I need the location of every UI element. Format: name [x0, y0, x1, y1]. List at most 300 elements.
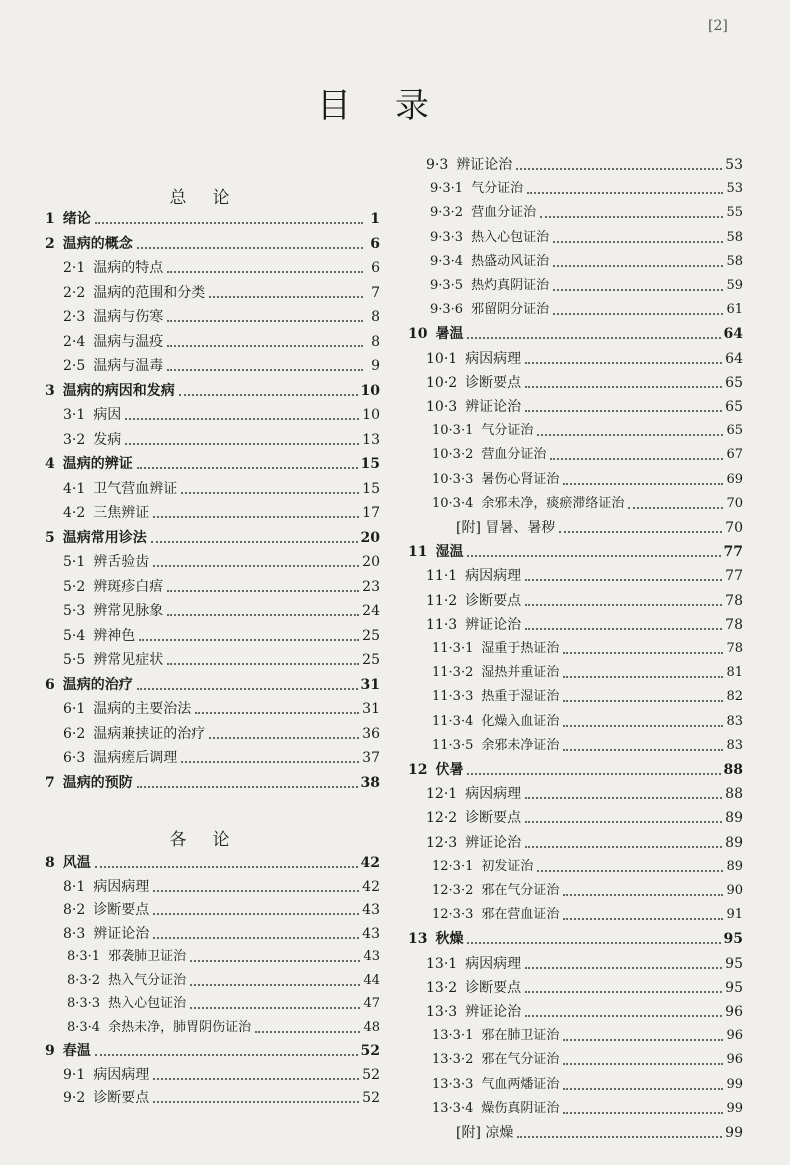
toc-entry-title: 温病的概念 — [62, 235, 133, 252]
toc-entry-number: 6·2 — [63, 725, 86, 742]
toc-entry-title: 病因 — [93, 407, 122, 423]
toc-entry-number: 12·3·3 — [432, 907, 474, 923]
dot-leader — [209, 296, 363, 298]
toc-entry-number: 5·3 — [63, 603, 86, 619]
toc-entry-number: 11·3 — [426, 616, 458, 633]
toc-entry-number: 10·3·4 — [432, 495, 474, 511]
dot-leader — [553, 265, 723, 267]
dot-leader — [151, 541, 358, 543]
dot-leader — [525, 628, 722, 630]
toc-entry-number: 8 — [45, 855, 55, 871]
toc-entry-title: 燥伤真阴证治 — [481, 1100, 560, 1116]
toc-entry-page: 99 — [726, 1100, 743, 1116]
toc-entry-number: 13·3·1 — [432, 1028, 474, 1044]
toc-entry — [408, 1047, 743, 1069]
toc-entry — [45, 476, 380, 498]
dot-leader — [139, 639, 359, 641]
toc-entry-title: 暑伤心肾证治 — [481, 471, 560, 487]
toc-entry-page: 43 — [362, 902, 380, 918]
toc-entry — [408, 830, 743, 852]
toc-entry — [408, 951, 743, 973]
dot-leader — [137, 688, 358, 690]
toc-entry-page: 55 — [726, 205, 743, 221]
dot-leader — [167, 614, 359, 616]
dot-leader — [525, 991, 722, 993]
toc-entry-title: 余邪未净，痰瘀滞络证治 — [481, 495, 625, 511]
toc-entry — [45, 968, 380, 990]
toc-entry-title: 温病瘥后调理 — [93, 750, 178, 766]
dot-leader — [153, 890, 359, 892]
toc-entry-title: 温病的预防 — [62, 774, 133, 791]
dot-leader — [525, 821, 722, 823]
toc-entry-page: 43 — [362, 925, 380, 942]
toc-entry-number: 12·2 — [426, 810, 458, 827]
toc-entry-title: 诊断要点 — [465, 979, 522, 996]
toc-entry-number: 13·1 — [426, 955, 458, 972]
toc-entry-number: 9·1 — [63, 1066, 86, 1083]
dot-leader — [467, 337, 720, 339]
toc-entry-page: 95 — [725, 955, 743, 972]
toc-entry-number: 10·3 — [426, 399, 458, 415]
dot-leader — [628, 507, 723, 509]
toc-entry-page: 89 — [725, 834, 743, 851]
toc-chapter — [45, 378, 380, 400]
toc-entry-title: 辨常见脉象 — [93, 603, 164, 619]
toc-entry-title: 温病与伤寒 — [93, 309, 164, 325]
toc-entry-title: 热入心包证治 — [471, 229, 550, 245]
toc-entry-title: 绪论 — [62, 211, 91, 227]
dot-leader — [125, 418, 359, 420]
toc-entry-number: 9·3·6 — [430, 302, 464, 318]
toc-entry-title: 辨斑疹白痦 — [93, 578, 164, 595]
toc-entry — [45, 1062, 380, 1084]
toc-entry — [408, 805, 743, 827]
toc-entry — [408, 152, 743, 174]
dot-leader — [195, 712, 359, 714]
toc-entry — [408, 273, 743, 295]
toc-entry-page: 43 — [363, 949, 380, 964]
dot-leader — [137, 247, 363, 249]
dot-leader — [540, 216, 723, 218]
toc-entry — [408, 491, 743, 513]
toc-entry-title: 湿重于热证治 — [481, 641, 560, 656]
toc-entry — [45, 353, 380, 375]
toc-entry-page: 78 — [725, 616, 743, 633]
toc-entry-number: 1 — [45, 211, 55, 227]
toc-entry-number: 3·2 — [63, 431, 86, 448]
page-title: 目录 — [317, 86, 473, 126]
toc-entry — [408, 999, 743, 1021]
dot-leader — [553, 313, 723, 315]
toc-entry-page: 59 — [726, 278, 743, 293]
toc-entry-page: 37 — [362, 750, 380, 766]
toc-entry-title: 温病的特点 — [93, 260, 164, 276]
toc-entry-title: 辨常见症状 — [93, 652, 164, 668]
dot-leader — [167, 369, 363, 371]
toc-entry-page: 53 — [726, 181, 743, 197]
toc-entry-page: 6 — [370, 235, 380, 252]
toc-entry — [408, 660, 743, 682]
dot-leader — [153, 913, 359, 915]
dot-leader — [190, 984, 360, 986]
toc-entry — [45, 991, 380, 1013]
toc-entry-number: 2·3 — [63, 309, 86, 325]
toc-chapter — [45, 1038, 380, 1060]
toc-entry-title: 温病的范围和分类 — [93, 284, 206, 301]
toc-entry-title: 气分证治 — [481, 423, 534, 439]
toc-entry-title: 化燥入血证治 — [481, 713, 560, 729]
toc-entry-page: 1 — [370, 211, 380, 227]
toc-entry — [408, 346, 743, 368]
toc-entry-number: 5·4 — [63, 627, 86, 644]
dot-leader — [190, 1007, 360, 1009]
toc-entry-number: 11·3·1 — [432, 641, 474, 656]
dot-leader — [95, 866, 358, 868]
toc-entry-page: 88 — [723, 762, 743, 778]
toc-entry-page: 23 — [362, 578, 380, 595]
toc-entry-page: 69 — [726, 471, 743, 487]
toc-entry-title: 秋燥 — [435, 931, 464, 948]
toc-entry-title: 病因病理 — [465, 786, 522, 803]
toc-entry-title: 卫气营血辨证 — [93, 480, 178, 497]
toc-entry-page: 44 — [363, 972, 380, 988]
dot-leader — [563, 700, 723, 702]
toc-entry — [45, 745, 380, 767]
dot-leader — [517, 1136, 722, 1138]
toc-entry-number: 5·1 — [63, 554, 86, 570]
toc-entry-number: 9 — [45, 1043, 55, 1059]
toc-entry — [408, 902, 743, 924]
toc-entry-title: 病因病理 — [93, 1066, 150, 1083]
toc-entry-number: 8·3 — [63, 925, 86, 942]
toc-entry-number: 2·4 — [63, 333, 86, 350]
dot-leader — [525, 967, 722, 969]
toc-appendix — [408, 1120, 743, 1142]
toc-entry-number: 10·1 — [426, 350, 458, 367]
dot-leader — [563, 1112, 723, 1114]
toc-entry-page: 95 — [723, 931, 743, 948]
toc-entry-number: 12 — [408, 762, 428, 778]
toc-entry-page: 65 — [725, 399, 743, 415]
dot-leader — [153, 1101, 359, 1103]
toc-entry — [45, 647, 380, 669]
toc-entry-title: 辨证论治 — [465, 1004, 522, 1020]
dot-leader — [181, 492, 359, 494]
toc-entry-page: 89 — [725, 810, 743, 827]
dot-leader — [550, 458, 723, 460]
toc-entry-title: 辨证论治 — [465, 616, 522, 633]
toc-entry — [408, 684, 743, 706]
toc-entry-title: 邪在营血证治 — [481, 907, 560, 923]
dot-leader — [255, 1031, 360, 1033]
toc-entry — [408, 1072, 743, 1094]
toc-entry — [45, 402, 380, 424]
toc-entry-number: 10·3·2 — [432, 447, 474, 463]
toc-entry-page: 25 — [362, 652, 380, 668]
dot-leader — [190, 960, 360, 962]
dot-leader — [563, 1088, 723, 1090]
toc-entry-page: 96 — [726, 1052, 743, 1068]
toc-entry-page: 90 — [726, 883, 743, 898]
toc-entry-number: 5·5 — [63, 652, 86, 668]
dot-leader — [563, 749, 723, 751]
toc-entry-number: 13·3·4 — [432, 1100, 474, 1116]
toc-chapter — [408, 757, 743, 779]
toc-chapter — [408, 539, 743, 561]
toc-entry-page: 8 — [371, 333, 380, 350]
toc-entry-title: 病因病理 — [465, 568, 522, 585]
dot-leader — [553, 241, 723, 243]
toc-entry — [408, 370, 743, 392]
toc-entry-page: 15 — [362, 480, 380, 497]
toc-chapter — [45, 231, 380, 253]
toc-entry-title: 温病兼挟证的治疗 — [93, 725, 206, 742]
toc-entry-number: 4·2 — [63, 505, 86, 521]
toc-entry-page: 52 — [360, 1043, 380, 1059]
toc-entry-title: 诊断要点 — [465, 810, 522, 827]
toc-entry-page: 65 — [725, 374, 743, 391]
dot-leader — [563, 918, 723, 920]
dot-leader — [467, 942, 720, 944]
toc-chapter — [45, 525, 380, 547]
toc-entry — [45, 574, 380, 596]
toc-entry-title: 热重于湿证治 — [481, 689, 560, 705]
dot-leader — [563, 894, 723, 896]
toc-entry-number: 11 — [408, 544, 428, 561]
toc-entry-number: 11·3·3 — [432, 689, 474, 705]
toc-chapter — [45, 206, 380, 228]
toc-entry — [45, 1015, 380, 1037]
toc-entry-page: 65 — [726, 423, 743, 439]
dot-leader — [167, 590, 359, 592]
toc-entry — [408, 442, 743, 464]
dot-leader — [167, 271, 363, 273]
toc-entry-page: 78 — [726, 641, 743, 656]
toc-entry-title: 热盛动风证治 — [471, 253, 550, 269]
toc-entry-number: 13·3·3 — [432, 1076, 474, 1092]
toc-entry-page: 81 — [726, 665, 743, 681]
toc-entry-page: 67 — [726, 447, 743, 463]
toc-entry-page: 70 — [726, 495, 743, 511]
dot-leader — [525, 579, 722, 581]
toc-entry-title: 湿温 — [435, 544, 464, 561]
toc-entry-page: 20 — [362, 554, 380, 570]
toc-entry-number: 9·3 — [426, 157, 449, 173]
toc-entry-title: 营血分证治 — [471, 205, 537, 221]
page-number: [2] — [708, 18, 728, 34]
toc-entry-page: 96 — [725, 1004, 743, 1020]
toc-entry-page: 25 — [362, 627, 380, 644]
toc-entry-number: 8·3·4 — [67, 1019, 101, 1035]
toc-entry-page: 10 — [360, 382, 380, 399]
toc-entry-page: 96 — [726, 1028, 743, 1044]
dot-leader — [563, 483, 723, 485]
toc-entry-title: 邪在气分证治 — [481, 1052, 560, 1068]
toc-entry-number: 9·3·3 — [430, 229, 464, 245]
toc-entry-number: 6 — [45, 676, 55, 693]
toc-chapter — [45, 850, 380, 872]
toc-entry-title: 温病与温毒 — [93, 358, 164, 374]
toc-entry-page: 89 — [726, 858, 743, 874]
toc-entry-page: 42 — [362, 878, 380, 895]
toc-entry — [408, 1023, 743, 1045]
toc-entry — [45, 944, 380, 966]
toc-entry-number: 13·3·2 — [432, 1052, 474, 1068]
toc-entry-number: 9·3·1 — [430, 181, 464, 197]
toc-entry-title: 温病的主要治法 — [93, 701, 192, 717]
toc-entry-page: 58 — [726, 229, 743, 245]
dot-leader — [95, 1054, 358, 1056]
toc-entry — [408, 1096, 743, 1118]
toc-entry — [408, 854, 743, 876]
toc-entry-title: 诊断要点 — [465, 374, 522, 391]
toc-entry-number: 11·3·5 — [432, 737, 474, 753]
toc-entry — [45, 549, 380, 571]
toc-entry-title: 三焦辨证 — [93, 505, 150, 521]
toc-entry — [45, 921, 380, 943]
toc-entry-number: 9·2 — [63, 1090, 86, 1106]
toc-entry-page: 83 — [726, 713, 743, 729]
toc-entry-title: 温病常用诊法 — [62, 529, 147, 546]
toc-entry — [45, 329, 380, 351]
toc-entry-number: 4·1 — [63, 480, 86, 497]
toc-entry-number: 2 — [45, 235, 55, 252]
toc-entry — [45, 598, 380, 620]
toc-entry-number: 5·2 — [63, 578, 86, 595]
dot-leader — [153, 1078, 359, 1080]
dot-leader — [181, 761, 359, 763]
toc-entry-number: 12·3·1 — [432, 858, 474, 874]
toc-entry-title: 热入心包证治 — [108, 996, 187, 1011]
dot-leader — [525, 1015, 722, 1017]
toc-entry-number: 4 — [45, 456, 55, 472]
toc-entry-page: 77 — [723, 544, 743, 561]
toc-entry-title: 湿热并重证治 — [481, 665, 560, 681]
dot-leader — [563, 652, 723, 654]
toc-entry — [45, 897, 380, 919]
toc-entry-page: 61 — [726, 302, 743, 318]
toc-entry-title: 温病的治疗 — [62, 676, 133, 693]
dot-leader — [559, 531, 722, 533]
dot-leader — [525, 386, 722, 388]
toc-entry — [408, 200, 743, 222]
toc-entry — [408, 878, 743, 900]
toc-entry-title: 诊断要点 — [93, 902, 150, 918]
toc-entry-title: 发病 — [93, 431, 122, 448]
dot-leader — [137, 786, 358, 788]
toc-entry-number: 3 — [45, 382, 55, 399]
toc-entry-page: 42 — [360, 855, 380, 871]
toc-entry-number: 11·3·2 — [432, 665, 474, 681]
toc-entry-title: 温病的病因和发病 — [62, 382, 175, 399]
toc-entry — [408, 975, 743, 997]
toc-entry-title: 气分证治 — [471, 181, 524, 197]
toc-entry — [408, 418, 743, 440]
toc-entry — [45, 427, 380, 449]
toc-entry-title: 病因病理 — [465, 350, 522, 367]
dot-leader — [153, 565, 359, 567]
toc-entry-number: 13·3 — [426, 1004, 458, 1020]
toc-entry — [408, 733, 743, 755]
dot-leader — [537, 870, 723, 872]
toc-entry-page: 9 — [371, 358, 380, 374]
toc-entry — [45, 696, 380, 718]
dot-leader — [525, 797, 722, 799]
toc-entry-number: 8·3·3 — [67, 996, 101, 1011]
toc-entry — [408, 588, 743, 610]
toc-entry-number: 11·3·4 — [432, 713, 474, 729]
toc-entry-number: 2·5 — [63, 358, 86, 374]
toc-entry-number: 13 — [408, 931, 428, 948]
toc-entry-title: 伏暑 — [435, 762, 464, 778]
toc-entry-number: 8·1 — [63, 878, 86, 895]
toc-entry-title: 暑温 — [435, 326, 464, 343]
toc-entry-page: 38 — [360, 774, 380, 791]
toc-entry-number: 13·2 — [426, 979, 458, 996]
toc-entry-page: 78 — [725, 592, 743, 609]
toc-entry-title: 辨证论治 — [93, 925, 150, 942]
dot-leader — [167, 320, 363, 322]
toc-entry-page: 77 — [725, 568, 743, 585]
toc-entry-title: 春温 — [62, 1043, 91, 1059]
dot-leader — [516, 168, 722, 170]
toc-entry-number: 11·1 — [426, 568, 458, 585]
toc-entry-title: 余邪未净证治 — [481, 737, 560, 753]
dot-leader — [563, 1039, 723, 1041]
dot-leader — [563, 1063, 723, 1065]
toc-entry-title: 气血两燔证治 — [481, 1076, 560, 1092]
dot-leader — [179, 394, 358, 396]
toc-entry-page: 20 — [360, 529, 380, 546]
toc-entry-title: 辨证论治 — [465, 834, 522, 851]
dot-leader — [527, 192, 723, 194]
dot-leader — [153, 516, 359, 518]
toc-entry-page: 82 — [726, 689, 743, 705]
toc-entry — [45, 500, 380, 522]
toc-entry-title: 辨证论治 — [456, 157, 513, 173]
toc-chapter — [45, 770, 380, 792]
toc-entry-page: 24 — [362, 603, 380, 619]
toc-entry-page: 99 — [726, 1076, 743, 1092]
toc-entry-number: 8·3·1 — [67, 949, 101, 964]
toc-entry-page: 10 — [362, 407, 380, 423]
toc-entry-number: 7 — [45, 774, 55, 791]
toc-entry-page: 64 — [723, 326, 743, 343]
toc-entry-title: 风温 — [62, 855, 91, 871]
toc-entry-number: 2·1 — [63, 260, 86, 276]
dot-leader — [525, 410, 722, 412]
toc-entry — [45, 874, 380, 896]
toc-entry-title: 辨神色 — [93, 627, 136, 644]
toc-entry-number: 5 — [45, 529, 55, 546]
toc-entry — [408, 394, 743, 416]
toc-entry — [408, 563, 743, 585]
dot-leader — [563, 676, 723, 678]
toc-entry — [45, 721, 380, 743]
toc-entry-page: 36 — [362, 725, 380, 742]
dot-leader — [525, 846, 722, 848]
toc-entry-page: 52 — [362, 1066, 380, 1083]
toc-entry-number: 6·3 — [63, 750, 86, 766]
toc-entry-page: 6 — [371, 260, 380, 276]
toc-entry-page: 95 — [725, 979, 743, 996]
toc-chapter — [45, 451, 380, 473]
dot-leader — [467, 555, 720, 557]
toc-entry-title: 温病的辨证 — [62, 456, 133, 472]
toc-entry-page: 53 — [725, 157, 743, 173]
toc-entry-title: 诊断要点 — [93, 1090, 150, 1106]
dot-leader — [537, 434, 723, 436]
